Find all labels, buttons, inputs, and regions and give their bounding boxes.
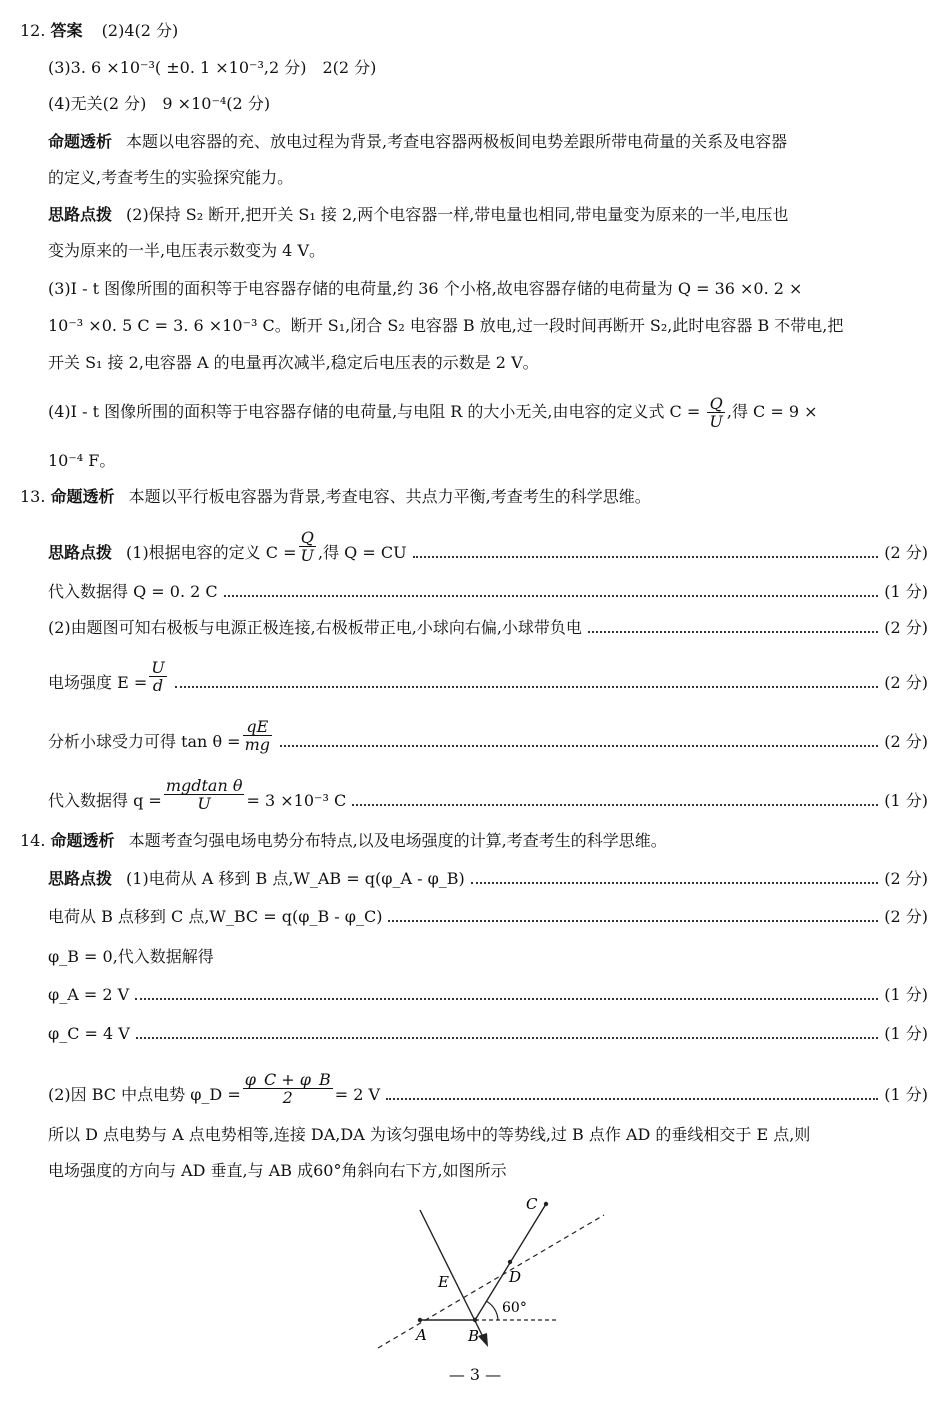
- q12-part3-line3: 开关 S₁ 接 2,电容器 A 的电量再次减半,稳定后电压表的示数是 2 V。: [48, 353, 539, 372]
- q13-row4-score: (2 分): [884, 673, 928, 692]
- q13-row6-fraction: [164, 777, 245, 812]
- q14-para-line1: 所以 D 点电势与 A 点电势相等,连接 DA,DA 为该匀强电场中的等势线,过 B 点作 AD 的垂线相交于 E 点,则: [48, 1125, 811, 1144]
- q14-row4: [48, 984, 928, 1006]
- q12-part3-line1: (3)I - t 图像所围的面积等于电容器存储的电荷量,约 36 个小格,故电容器存储的电荷量为 Q = 36 ×0. 2 ×: [48, 279, 803, 298]
- q13-row5-text: 分析小球受力可得 tan θ =: [48, 732, 241, 751]
- q14-row6: [48, 1066, 928, 1106]
- q12-analysis: [48, 131, 787, 153]
- q14-row5: [48, 1023, 928, 1045]
- fraction-numerator: mgdtan θ: [165, 776, 243, 795]
- label-c: C: [526, 1195, 538, 1213]
- point-a: [418, 1318, 422, 1322]
- fraction-denominator: d: [149, 676, 166, 694]
- q13-row5-fraction: [243, 718, 272, 753]
- q14-row5-score: (1 分): [884, 1024, 928, 1043]
- q14-number: 14.: [20, 831, 46, 850]
- q14-row1-score: (2 分): [884, 869, 928, 888]
- q14-row6-score: (1 分): [884, 1085, 928, 1104]
- q13-header: [20, 486, 651, 508]
- q12-part4-text: (4)I - t 图像所围的面积等于电容器存储的电荷量,与电阻 R 的大小无关,由电容的定义式 C =: [48, 402, 701, 421]
- q12-answer-line1: (2)4(2 分): [101, 21, 179, 40]
- q12-answer-label: 答案: [50, 21, 83, 40]
- q13-row1-fraction: [299, 529, 316, 564]
- q14-analysis-label: 命题透析: [50, 831, 115, 850]
- q13-row1-score: (2 分): [884, 543, 928, 562]
- q13-row6: [48, 772, 928, 812]
- q13-row5: [48, 713, 928, 753]
- q14-row2-text: 电荷从 B 点移到 C 点,W_BC = q(φ_B - φ_C): [48, 907, 383, 926]
- fraction-numerator: U: [151, 658, 165, 677]
- q14-analysis-text: 本题考查匀强电场电势分布特点,以及电场强度的计算,考查考生的科学思维。: [128, 831, 667, 850]
- q13-row4-fraction: [149, 659, 166, 694]
- q13-row1: [48, 524, 928, 564]
- q14-row2-score: (2 分): [884, 907, 928, 926]
- q12-part3-line2: 10⁻³ ×0. 5 C = 3. 6 ×10⁻³ C。断开 S₁,闭合 S₂ 电容器 B 放电,过一段时间再断开 S₂,此时电容器 B 不带电,把: [48, 316, 844, 335]
- q13-row2-score: (1 分): [884, 582, 928, 601]
- fraction-denominator: U: [709, 412, 723, 431]
- label-e: E: [438, 1273, 449, 1291]
- point-d: [508, 1260, 512, 1264]
- fraction-denominator: U: [300, 546, 314, 565]
- q13-row6-score: (1 分): [884, 791, 928, 810]
- q13-row6-text: 代入数据得 q =: [48, 791, 162, 810]
- q14-header: [20, 830, 667, 852]
- q12-part4-line1: [48, 392, 818, 432]
- q12-header: [20, 20, 178, 42]
- q13-row3-text: (2)由题图可知右极板与电源正极连接,右极板带正电,小球向右偏,小球带负电: [48, 618, 582, 637]
- equipotential-line: [378, 1215, 604, 1348]
- field-arrow-icon: [478, 1333, 488, 1347]
- q12-part4-line2: 10⁻⁴ F。: [48, 451, 116, 470]
- q12-part4-fraction: [707, 395, 724, 430]
- fraction-numerator: Q: [300, 528, 314, 547]
- q12-answer-line2: (3)3. 6 ×10⁻³( ±0. 1 ×10⁻³,2 分) 2(2 分): [48, 58, 377, 77]
- q12-hint-text1: (2)保持 S₂ 断开,把开关 S₁ 接 2,两个电容器一样,带电量也相同,带电量变为原来的一半,电压也: [126, 205, 789, 224]
- q14-row1: [48, 868, 928, 890]
- q13-hint-label: 思路点拨: [48, 543, 113, 562]
- field-diagram: [360, 1190, 620, 1360]
- q14-row6-text: (2)因 BC 中点电势 φ_D =: [48, 1085, 241, 1104]
- fraction-denominator: U: [164, 794, 245, 812]
- q14-para-line2: 电场强度的方向与 AD 垂直,与 AB 成60°角斜向右下方,如图所示: [48, 1161, 507, 1180]
- q13-row1-text: (1)根据电容的定义 C =: [126, 543, 297, 562]
- label-b: B: [468, 1327, 480, 1345]
- q13-analysis-text: 本题以平行板电容器为背景,考查电容、共点力平衡,考查考生的科学思维。: [128, 487, 651, 506]
- label-d: D: [509, 1268, 522, 1286]
- q14-hint-label: 思路点拨: [48, 869, 113, 888]
- point-c: [544, 1202, 548, 1206]
- q14-row4-text: φ_A = 2 V: [48, 985, 130, 1004]
- q14-row6-fraction: [243, 1071, 333, 1106]
- q12-analysis-label: 命题透析: [48, 132, 113, 151]
- q12-part4-result: ,得 C = 9 ×: [726, 402, 818, 421]
- q13-row2-text: 代入数据得 Q = 0. 2 C: [48, 582, 218, 601]
- q14-row1-text: (1)电荷从 A 移到 B 点,W_AB = q(φ_A - φ_B): [126, 869, 465, 888]
- q14-row3-text: φ_B = 0,代入数据解得: [48, 947, 214, 966]
- q13-row5-score: (2 分): [884, 732, 928, 751]
- fraction-denominator: mg: [244, 735, 270, 754]
- q12-hint: [48, 204, 788, 226]
- fraction-numerator: qE: [246, 717, 269, 736]
- label-a: A: [416, 1326, 427, 1344]
- q12-hint-text2: 变为原来的一半,电压表示数变为 4 V。: [48, 241, 325, 260]
- q14-row6-result: = 2 V: [334, 1085, 381, 1104]
- q14-row5-text: φ_C = 4 V: [48, 1024, 130, 1043]
- q13-row3: [48, 617, 928, 639]
- fraction-numerator: φ_C + φ_B: [244, 1070, 331, 1089]
- q12-answer-line3: (4)无关(2 分) 9 ×10⁻⁴(2 分): [48, 94, 271, 113]
- q13-row3-score: (2 分): [884, 618, 928, 637]
- q12-hint-label: 思路点拨: [48, 205, 113, 224]
- label-angle: 60°: [502, 1300, 527, 1316]
- q13-row4-text: 电场强度 E =: [48, 673, 148, 692]
- q12-analysis-text1: 本题以电容器的充、放电过程为背景,考查电容器两极板间电势差跟所带电荷量的关系及电容器: [126, 132, 788, 151]
- q12-analysis-text2: 的定义,考查考生的实验探究能力。: [48, 168, 294, 187]
- fraction-denominator: 2: [243, 1088, 333, 1106]
- angle-arc: [486, 1301, 498, 1320]
- q13-row2: [48, 581, 928, 603]
- page-number: — 3 —: [448, 1365, 502, 1384]
- fraction-numerator: Q: [709, 394, 723, 413]
- q14-row4-score: (1 分): [884, 985, 928, 1004]
- q13-number: 13.: [20, 487, 46, 506]
- point-b: [473, 1318, 477, 1322]
- q13-analysis-label: 命题透析: [50, 487, 115, 506]
- q13-row1-result: ,得 Q = CU: [318, 543, 407, 562]
- q13-row6-result: = 3 ×10⁻³ C: [246, 791, 347, 810]
- q12-number: 12.: [20, 21, 46, 40]
- q14-row2: [48, 906, 928, 928]
- q13-row4: [48, 654, 928, 694]
